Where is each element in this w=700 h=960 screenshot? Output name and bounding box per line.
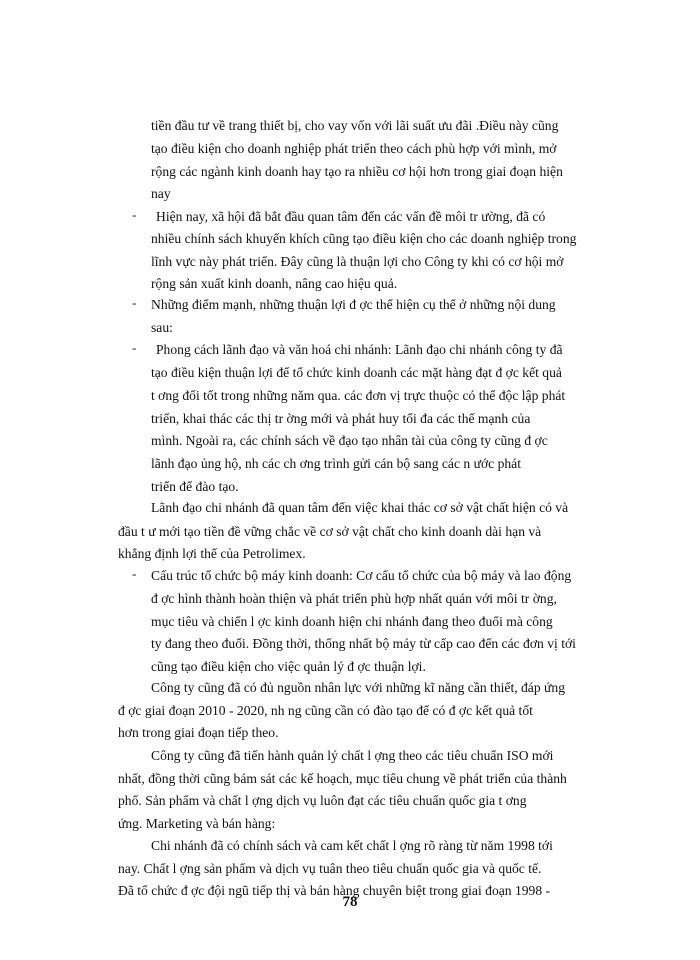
- text-line: Công ty cũng đã có đủ nguồn nhân lực với những kĩ năng cần thiết, đáp ứng: [151, 680, 565, 695]
- text-line: mục tiêu và chiến l ợc kinh doanh hiện chi nhánh đang theo đuổi mà công: [151, 614, 553, 629]
- bullet-dash: -: [132, 207, 137, 222]
- text-line: tạo điều kiện thuận lợi để tổ chức kinh doanh các mặt hàng đạt đ ợc kết quả: [151, 365, 562, 380]
- text-line: lãnh đạo ủng hộ, nh các ch ơng trình gửi cán bộ sang các n ước phát: [151, 456, 521, 471]
- text-line: tiền đầu tư về trang thiết bị, cho vay vốn với lãi suất ưu đãi .Điều này cũng: [151, 118, 559, 133]
- text-line: nay: [151, 186, 171, 201]
- bullet-dash: -: [132, 340, 137, 355]
- text-line: Đã tổ chức đ ợc đội ngũ tiếp thị và bán hàng chuyên biệt trong giai đoạn 1998 -: [118, 883, 551, 898]
- text-line: ứng. Marketing và bán hàng:: [118, 816, 276, 831]
- text-line: Lãnh đạo chi nhánh đã quan tâm đến việc khai thác cơ sở vật chất hiện có và: [151, 500, 569, 515]
- text-line: nhất, đồng thời cũng bám sát các kế hoạch, mục tiêu chung về phát triển của thành: [118, 771, 567, 786]
- text-line: tạo điều kiện cho doanh nghiệp phát triển theo cách phù hợp với mình, mở: [151, 141, 557, 156]
- text-line: cũng tạo điều kiện cho việc quản lý đ ợc thuận lợi.: [151, 659, 426, 674]
- text-line: Phong cách lãnh đạo và văn hoá chi nhánh: Lãnh đạo chi nhánh công ty đã: [156, 342, 563, 357]
- text-line: ty đang theo đuổi. Đồng thời, thống nhất bộ máy từ cấp cao đến các đơn vị tới: [151, 636, 576, 651]
- text-line: khẳng định lợi thế của Petrolimex.: [118, 546, 306, 561]
- text-line: lĩnh vực này phát triển. Đây cũng là thuận lợi cho Công ty khi có cơ hội mở: [151, 254, 564, 269]
- text-line: Những điểm mạnh, những thuận lợi đ ợc thể hiện cụ thể ở những nội dung: [151, 297, 556, 312]
- text-line: phố. Sản phẩm và chất l ợng dịch vụ luôn đạt các tiêu chuẩn quốc gia t ơng: [118, 793, 527, 808]
- text-line: sau:: [151, 320, 173, 335]
- text-line: t ơng đối tốt trong những năm qua. các đơn vị trực thuộc có thể độc lập phát: [151, 388, 566, 403]
- text-line: rộng sản xuất kinh doanh, nâng cao hiệu quả.: [151, 276, 398, 291]
- text-line: Chi nhánh đã có chính sách và cam kết chất l ợng rõ ràng từ năm 1998 tới: [151, 838, 553, 853]
- text-line: nhiều chính sách khuyến khích cũng tạo điều kiện cho các doanh nghiệp trong: [151, 231, 577, 246]
- bullet-dash: -: [132, 566, 137, 581]
- text-line: Hiện nay, xã hội đã bắt đầu quan tâm đến các vấn đề môi tr ường, đã có: [156, 209, 546, 224]
- text-line: rộng các ngành kinh doanh hay tạo ra nhiều cơ hội hơn trong giai đoạn hiện: [151, 164, 563, 179]
- text-line: hơn trong giai đoạn tiếp theo.: [118, 725, 279, 740]
- text-line: triển, khai thác các thị tr ờng mới và phát huy tối đa các thế mạnh của: [151, 411, 531, 426]
- text-line: mình. Ngoài ra, các chính sách về đạo tạo nhân tài của công ty cũng đ ợc: [151, 433, 548, 448]
- text-line: Cấu trúc tổ chức bộ máy kinh doanh: Cơ cấu tổ chức của bộ máy và lao động: [151, 568, 572, 583]
- page-number: 78: [342, 894, 358, 910]
- text-line: đ ợc giai đoạn 2010 - 2020, nh ng cũng cần có đào tạo để có đ ợc kết quả tốt: [118, 703, 533, 718]
- bullet-dash: -: [132, 295, 137, 310]
- text-line: nay. Chất l ợng sản phẩm và dịch vụ tuân theo tiêu chuẩn quốc gia và quốc tế.: [118, 861, 542, 876]
- text-line: đầu t ư mới tạo tiền đề vững chắc về cơ sở vật chất cho kinh doanh dài hạn và: [118, 524, 542, 539]
- text-line: Công ty cũng đã tiến hành quản lý chất l ợng theo các tiêu chuẩn ISO mới: [151, 748, 554, 763]
- text-line: đ ợc hình thành hoàn thiện và phát triển phù hợp nhất quán với môi tr ờng,: [151, 591, 557, 606]
- text-line: triển để đào tạo.: [151, 479, 239, 494]
